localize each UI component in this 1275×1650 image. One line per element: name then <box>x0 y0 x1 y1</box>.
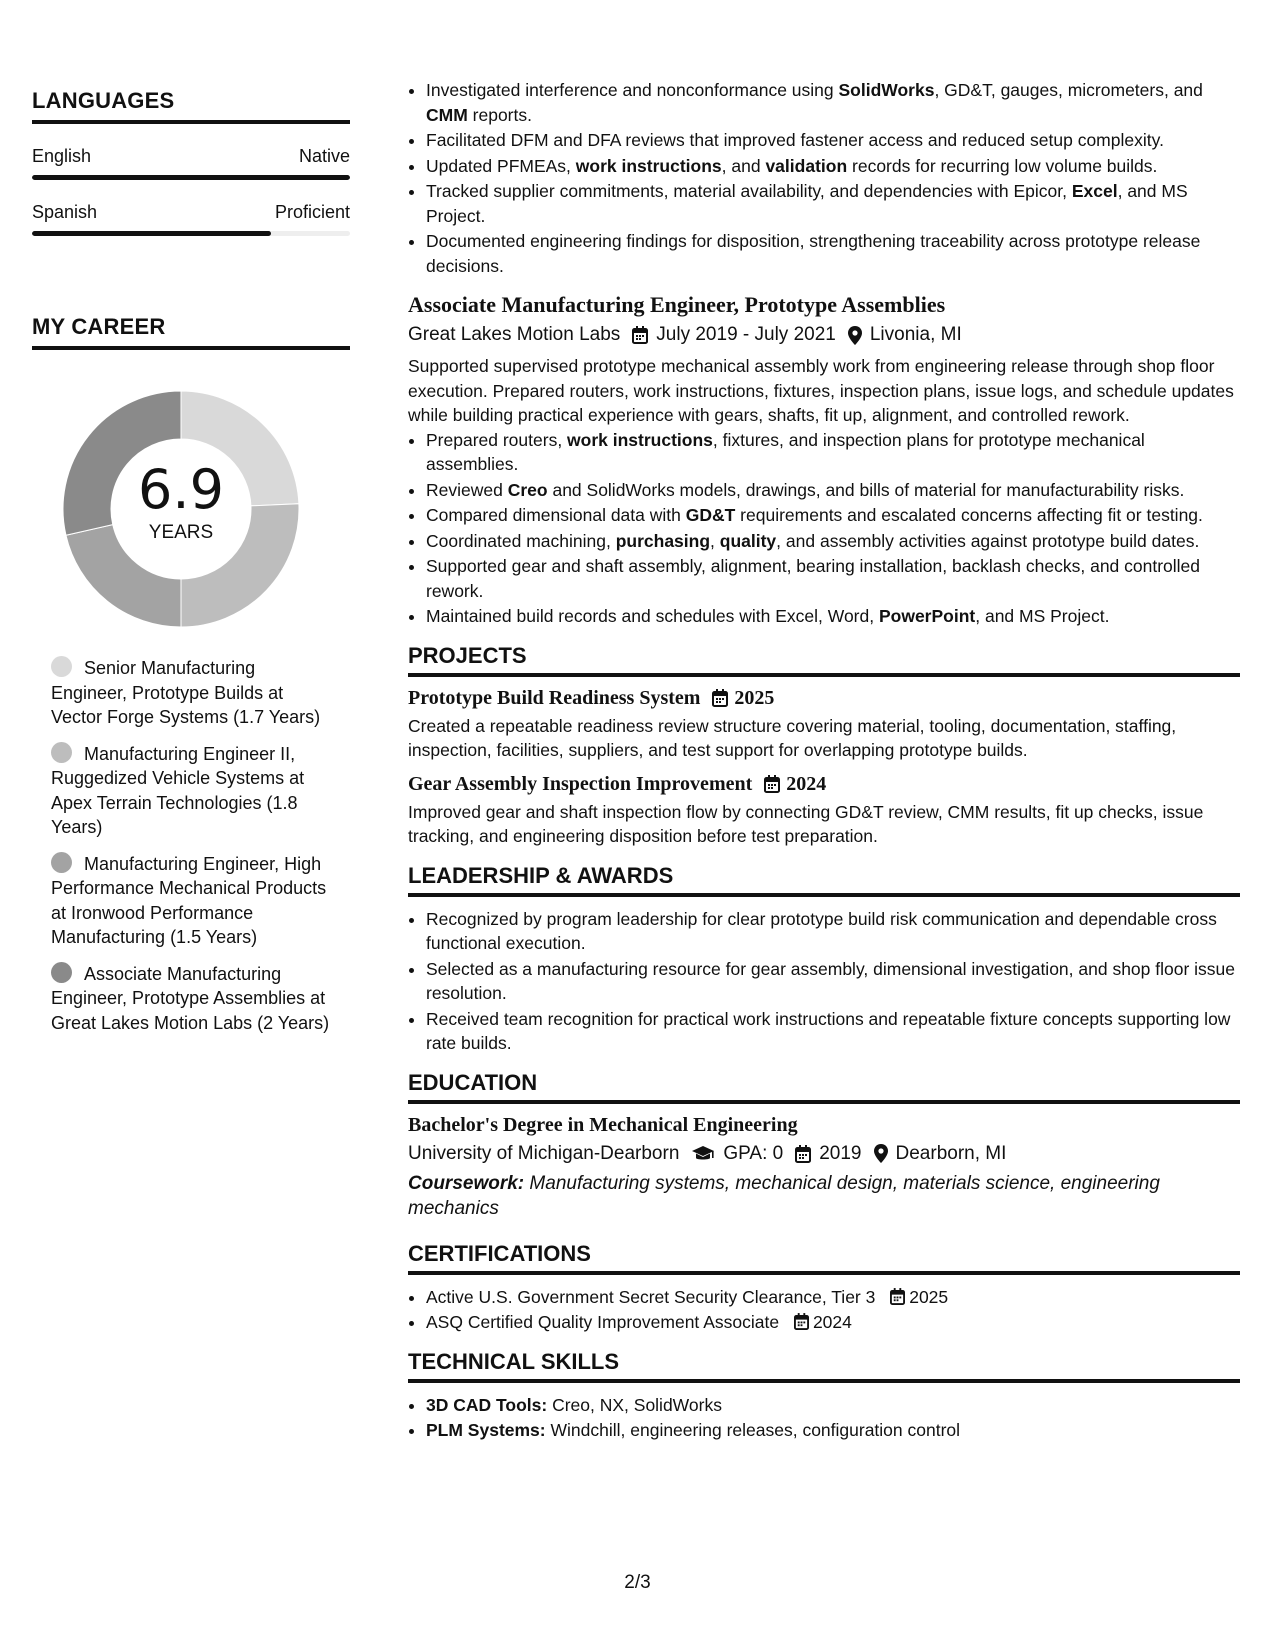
main-content <box>408 78 1240 1444</box>
job-location: Livonia, MI <box>869 324 962 345</box>
job-summary: Supported supervised prototype mechanical assembly work from engineering release through shop floor execution. Prepared routers, work instructions, fixtures, inspection plans, issue logs, and schedule updates while building practical experience with gears, shafts, fit up, alignment, and controlled rework. <box>408 356 1234 425</box>
job-dates: July 2019 - July 2021 <box>656 324 836 345</box>
language-item <box>32 202 350 236</box>
bullet-item: • Supported gear and shaft assembly, alignment, bearing installation, backlash checks, and controlled rework. <box>426 554 1240 603</box>
legend-item: Senior Manufacturing Engineer, Prototype Builds at Vector Forge Systems (1.7 Years) <box>51 658 321 727</box>
company-name: Great Lakes Motion Labs <box>408 324 621 345</box>
certification-item <box>426 1310 1240 1335</box>
bullet-item: • Reviewed Creo and SolidWorks models, drawings, and bills of material for manufacturability risks. <box>426 478 1240 503</box>
language-proficiency-bar <box>32 231 350 236</box>
certification-name: Active U.S. Government Secret Security Clearance, Tier 3 <box>426 1286 876 1307</box>
project-year: 2024 <box>786 772 827 795</box>
calendar-icon <box>764 775 780 793</box>
calendar-icon <box>794 1313 809 1330</box>
projects-heading: PROJECTS <box>408 643 1240 677</box>
skills-list <box>408 1393 1240 1443</box>
coursework-text: Manufacturing systems, mechanical design, materials science, engineering mechanics <box>408 1172 1160 1219</box>
language-level: Proficient <box>274 202 350 222</box>
skill-label: PLM Systems: <box>426 1420 546 1440</box>
map-pin-icon <box>874 1144 888 1163</box>
certification-year: 2024 <box>812 1312 852 1332</box>
job-title: Associate Manufacturing Engineer, Prototype Assemblies <box>408 292 946 317</box>
language-item <box>32 146 350 180</box>
skill-value: Windchill, engineering releases, configuration control <box>550 1420 961 1440</box>
job-meta <box>408 324 1240 346</box>
bullet-item: • Tracked supplier commitments, material availability, and dependencies with Epicor, Excel, and MS Project. <box>426 179 1240 228</box>
skill-label: 3D CAD Tools: <box>426 1394 548 1415</box>
bullet-item: • Documented engineering findings for disposition, strengthening traceability across prototype release decisions. <box>426 229 1240 278</box>
bullet-item: • Selected as a manufacturing resource for gear assembly, dimensional investigation, and shop floor issue resolution. <box>426 957 1240 1006</box>
coursework <box>408 1171 1240 1221</box>
legend-dot <box>51 852 72 873</box>
bullet-item: • Facilitated DFM and DFA reviews that improved fastener access and reduced setup complexity. <box>426 128 1240 153</box>
education-heading: EDUCATION <box>408 1070 1240 1104</box>
bullet-item: • Prepared routers, work instructions, fixtures, and inspection plans for prototype mechanical assemblies. <box>426 428 1240 477</box>
job-bullets <box>408 428 1240 629</box>
page-number: 2/3 <box>624 1572 651 1593</box>
calendar-icon <box>712 689 728 707</box>
degree-title: Bachelor's Degree in Mechanical Engineering <box>408 1113 798 1136</box>
career-heading: MY CAREER <box>32 314 350 350</box>
bullet-item: • Investigated interference and nonconformance using SolidWorks, GD&T, gauges, micrometers, and CMM reports. <box>426 78 1240 127</box>
total-years-label: YEARS <box>148 522 214 543</box>
project-year: 2025 <box>734 686 775 709</box>
career-donut-chart <box>56 384 306 634</box>
bullet-item: • Updated PFMEAs, work instructions, and validation records for recurring low volume builds. <box>426 154 1240 179</box>
legend-dot <box>51 656 72 677</box>
calendar-icon <box>632 326 648 344</box>
legend-item: Associate Manufacturing Engineer, Prototype Assemblies at Great Lakes Motion Labs (2 Years) <box>51 963 330 1033</box>
project-title: Gear Assembly Inspection Improvement <box>408 772 753 795</box>
certification-item <box>426 1285 1240 1310</box>
calendar-icon <box>890 1288 905 1305</box>
leadership-heading: LEADERSHIP & AWARDS <box>408 863 1240 897</box>
legend-dot <box>51 962 72 983</box>
gpa: GPA: 0 <box>723 1142 784 1164</box>
project-item <box>408 773 1240 849</box>
leadership-bullets <box>408 907 1240 1056</box>
calendar-icon <box>795 1145 811 1163</box>
bullet-item: • Maintained build records and schedules with Excel, Word, PowerPoint, and MS Project. <box>426 604 1240 629</box>
education-meta <box>408 1143 1240 1165</box>
language-proficiency-bar <box>32 175 350 180</box>
bullet-item: • Received team recognition for practical work instructions and repeatable fixture concepts supporting low rate builds. <box>426 1007 1240 1056</box>
language-name: English <box>32 146 92 166</box>
graduation-year: 2019 <box>819 1142 862 1164</box>
certifications-heading: CERTIFICATIONS <box>408 1241 1240 1275</box>
previous-job-bullets <box>408 78 1240 278</box>
total-years-value: 6.9 <box>138 458 224 521</box>
bullet-item: • Recognized by program leadership for clear prototype build risk communication and dependable cross functional execution. <box>426 907 1240 956</box>
project-description: Improved gear and shaft inspection flow by connecting GD&T review, CMM results, fit up checks, issue tracking, and engineering disposition before test preparation. <box>408 801 1204 846</box>
certification-name: ASQ Certified Quality Improvement Associate <box>426 1312 780 1332</box>
sidebar <box>32 88 350 1047</box>
bullet-item: • Coordinated machining, purchasing, quality, and assembly activities against prototype build dates. <box>426 529 1240 554</box>
certification-year: 2025 <box>909 1286 949 1307</box>
certifications-list <box>408 1285 1240 1335</box>
legend-item: Manufacturing Engineer, High Performance Mechanical Products at Ironwood Performance Manufacturing (1.5 Years) <box>51 853 327 947</box>
skill-item <box>426 1418 1240 1443</box>
map-pin-icon <box>848 326 862 345</box>
technical-skills-heading: TECHNICAL SKILLS <box>408 1349 1240 1383</box>
legend-item: Manufacturing Engineer II, Ruggedized Vehicle Systems at Apex Terrain Technologies (1.8 Years) <box>51 743 305 837</box>
project-item <box>408 687 1240 763</box>
career-legend <box>51 656 331 1035</box>
school-name: University of Michigan-Dearborn <box>408 1142 680 1164</box>
language-level: Native <box>298 146 350 166</box>
project-description: Created a repeatable readiness review structure covering material, tooling, documentation, staffing, inspection, facilities, suppliers, and test support for overlapping prototype builds. <box>408 715 1177 760</box>
coursework-label: Coursework: <box>408 1172 525 1194</box>
graduation-cap-icon <box>691 1145 715 1163</box>
languages-heading: LANGUAGES <box>32 88 350 124</box>
language-name: Spanish <box>32 202 98 222</box>
school-location: Dearborn, MI <box>895 1142 1007 1164</box>
skill-item <box>426 1393 1240 1418</box>
bullet-item: • Compared dimensional data with GD&T requirements and escalated concerns affecting fit or testing. <box>426 503 1240 528</box>
project-title: Prototype Build Readiness System <box>408 686 701 709</box>
skill-value: Creo, NX, SolidWorks <box>552 1394 722 1415</box>
legend-dot <box>51 742 72 763</box>
